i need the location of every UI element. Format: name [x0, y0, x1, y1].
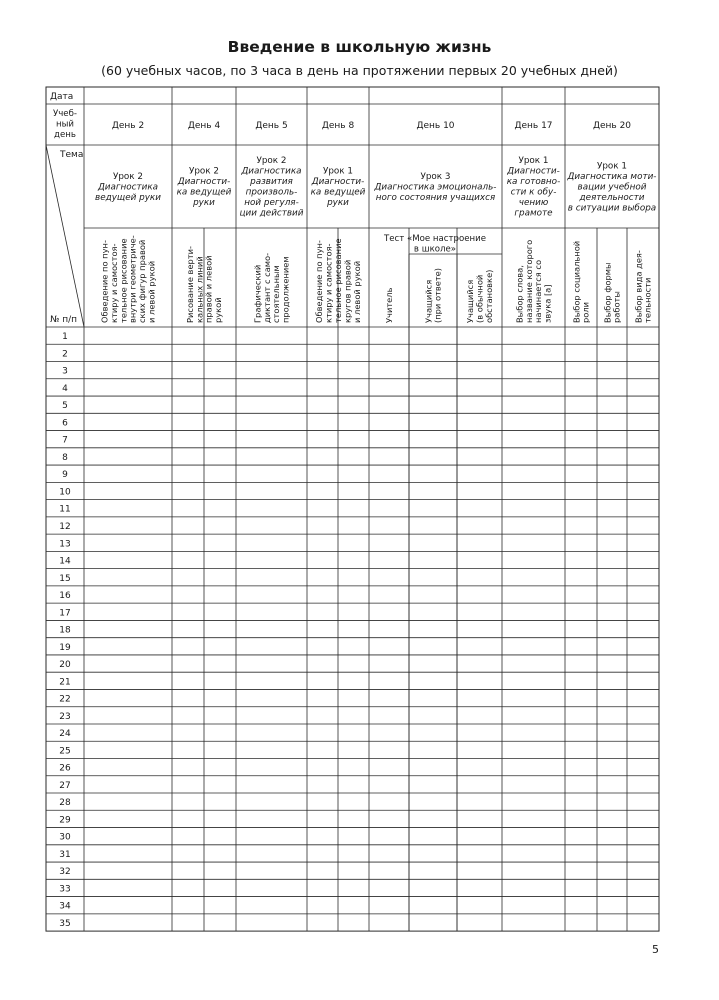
lesson-title: Урок 1 [596, 161, 628, 172]
number-label: № п/п [50, 315, 78, 325]
row-number: 16 [59, 591, 71, 602]
task-label: рукой [213, 297, 224, 323]
task-label: звука [а] [542, 284, 553, 323]
task-label: Учитель [384, 287, 394, 323]
row-number: 32 [59, 867, 71, 878]
task-label: тельное рисование [333, 238, 343, 323]
row-number: 14 [59, 556, 71, 567]
lesson-description: руки [193, 198, 215, 208]
school-day-label: ный [56, 119, 74, 130]
row-number: 7 [62, 435, 68, 446]
row-number: 9 [62, 470, 68, 481]
task-label: внутри геометриче- [127, 235, 138, 323]
task-label: тельное рисование [118, 238, 129, 323]
lesson-description: Диагностика эмоциональ- [374, 182, 497, 193]
day-header: День 17 [514, 121, 553, 131]
lesson-description: в ситуации выбора [567, 203, 657, 214]
lesson-description: Диагности- [507, 166, 560, 177]
lesson-description: вации учебной [577, 182, 647, 193]
row-number: 27 [59, 780, 71, 791]
day-header: День 8 [321, 121, 355, 131]
lesson-description: деятельности [579, 192, 645, 203]
lesson-description: ции действий [239, 208, 304, 219]
task-label: Обведение по пун- [99, 240, 110, 323]
page-subtitle: (60 учебных часов, по 3 часа в день на протяжении первых 20 учебных дней) [101, 63, 618, 78]
lesson-title: Урок 3 [420, 171, 451, 182]
row-number: 6 [62, 418, 68, 429]
task-label: ктиру и самостоя- [323, 243, 334, 323]
task-label: тельности [642, 277, 653, 323]
diagonal-line [46, 145, 84, 327]
lesson-description: произволь- [245, 187, 298, 198]
task-label: Графический [252, 264, 263, 323]
row-number: 4 [62, 383, 68, 394]
task-label: роли [580, 301, 591, 323]
lesson-description: ка ведущей [310, 187, 366, 198]
day-header: День 4 [187, 121, 221, 131]
school-day-label: день [54, 130, 76, 140]
row-number: 34 [59, 901, 71, 912]
row-number: 11 [59, 504, 71, 515]
day-header: День 20 [592, 121, 632, 131]
task-label: стоятельным [271, 265, 282, 323]
row-number: 12 [59, 521, 71, 532]
lesson-description: ведущей руки [95, 192, 161, 203]
row-number: 21 [59, 677, 71, 688]
lesson-description: Диагности- [177, 177, 231, 187]
row-number: 30 [59, 832, 71, 843]
task-label: Учащийся [465, 279, 476, 323]
school-day-label: Учеб- [52, 109, 78, 119]
lesson-title: Урок 1 [518, 156, 549, 166]
task-label: работы [611, 291, 622, 323]
lesson-description: руки [327, 198, 349, 208]
lesson-description: чению [518, 198, 549, 208]
lesson-title: Урок 2 [188, 166, 220, 177]
topic-label: Тема [60, 150, 84, 160]
row-number: 10 [59, 487, 71, 498]
row-number: 23 [59, 711, 71, 722]
task-label: Выбор социальной [571, 240, 582, 323]
row-number: 17 [59, 608, 71, 619]
lesson-description: Диагностика [97, 182, 159, 193]
task-label: и левой рукой [146, 260, 157, 323]
task-label: диктант с само- [261, 252, 272, 323]
task-label: ктиру и самостоя- [108, 243, 119, 323]
row-number: 33 [59, 884, 71, 895]
lesson-title: Урок 1 [322, 166, 354, 177]
day-header: День 5 [255, 121, 288, 131]
table-frame [46, 87, 659, 931]
lesson-description: Диагностика [241, 166, 302, 177]
page-title: Введение в школьную жизнь [227, 38, 492, 56]
row-number: 24 [59, 729, 71, 740]
task-label: начинается со [533, 259, 544, 323]
task-label: Рисование верти- [184, 245, 195, 323]
task-label: (в обычной [474, 274, 485, 323]
date-label: Дата [50, 92, 74, 102]
task-label: кальных линий [194, 256, 205, 323]
row-number: 5 [62, 401, 68, 412]
row-number: 13 [59, 539, 71, 550]
task-label: обстановке) [483, 269, 494, 323]
row-number: 1 [62, 332, 68, 343]
row-number: 31 [59, 849, 71, 860]
task-label: (при ответе) [432, 267, 443, 323]
row-number: 18 [59, 625, 71, 636]
task-label: продолжением [280, 256, 291, 323]
row-number: 22 [59, 694, 71, 705]
lesson-description: ного состояния учащихся [375, 192, 496, 203]
lesson-title: Урок 2 [112, 171, 144, 182]
row-number: 2 [62, 349, 68, 360]
task-label: Выбор вида дея- [633, 250, 644, 323]
task-label: кругов правой [342, 259, 353, 323]
row-number: 28 [59, 798, 71, 809]
row-number: 15 [59, 573, 71, 584]
lesson-description: ка ведущей [176, 187, 232, 198]
test-header: Тест «Мое настроение [383, 234, 487, 244]
lesson-description: Диагности- [311, 177, 365, 187]
day-header: День 2 [111, 121, 145, 131]
row-number: 29 [59, 815, 71, 826]
lesson-description: Диагностика моти- [567, 171, 657, 182]
row-number: 35 [59, 918, 71, 929]
lesson-description: развития [250, 177, 293, 187]
row-number: 25 [59, 746, 71, 757]
task-label: название которого [523, 239, 534, 323]
row-number: 19 [59, 642, 71, 653]
task-label: правой и левой [203, 255, 214, 323]
lesson-description: ка готовно- [506, 177, 561, 187]
task-label: Выбор слова, [514, 265, 525, 323]
test-header: в школе» [413, 244, 457, 255]
task-label: ских фигур правой [137, 239, 148, 323]
page-number: 5 [652, 943, 659, 956]
row-number: 8 [62, 452, 68, 463]
lesson-title: Урок 2 [256, 156, 287, 166]
lesson-description: ной регуля- [244, 198, 299, 208]
task-label: Учащийся [423, 279, 434, 323]
lesson-description: грамоте [514, 208, 553, 219]
day-header: День 10 [416, 121, 455, 131]
row-number: 3 [62, 366, 68, 377]
row-number: 26 [59, 763, 71, 774]
task-label: и левой рукой [351, 260, 362, 323]
task-label: Обведение по пун- [314, 240, 325, 323]
lesson-description: сти к обу- [510, 187, 557, 198]
row-number: 20 [59, 660, 71, 671]
task-label: Выбор формы [602, 262, 613, 323]
